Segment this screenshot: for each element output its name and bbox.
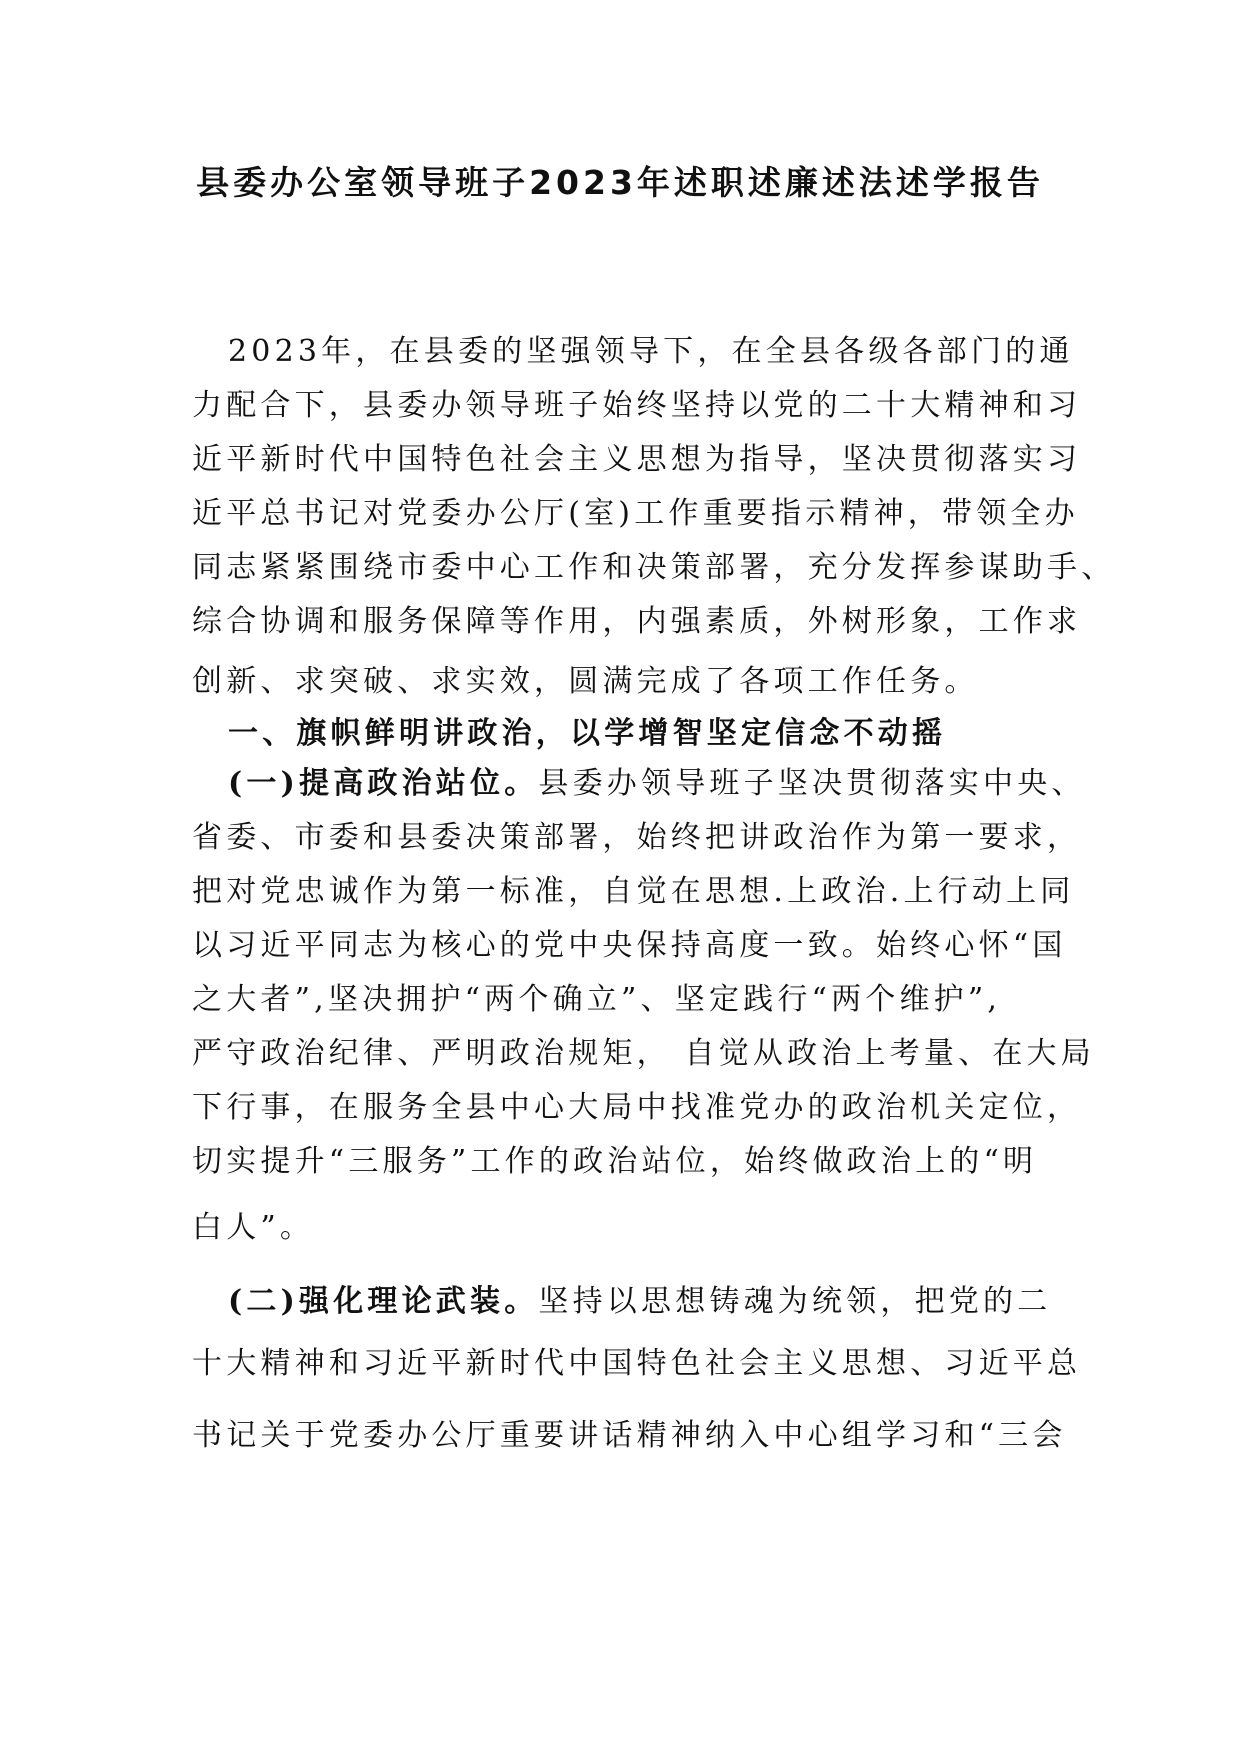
paragraph-line: 省委、市委和县委决策部署，始终把讲政治作为第一要求， bbox=[192, 820, 1082, 855]
paragraph-line: 严守政治纪律、严明政治规矩， 自觉从政治上考量、在大局 bbox=[192, 1036, 1095, 1071]
paragraph-line: 书记关于党委办公厅重要讲话精神纳入中心组学习和“三会 bbox=[192, 1418, 1067, 1453]
subsection-text: 县委办领导班子坚决贯彻落实中央、 bbox=[538, 766, 1086, 801]
paragraph-line: 创新、求突破、求实效，圆满完成了各项工作任务。 bbox=[192, 664, 979, 699]
subsection-line bbox=[228, 762, 1086, 806]
paragraph-line: 下行事，在服务全县中心大局中找准党办的政治机关定位， bbox=[192, 1090, 1082, 1125]
subsection-line bbox=[228, 1280, 1051, 1324]
subsection-heading: (二)强化理论武装。 bbox=[228, 1284, 539, 1319]
paragraph-line: 把对党忠诚作为第一标准，自觉在思想.上政治.上行动上同 bbox=[192, 874, 1075, 909]
paragraph-line: 近平总书记对党委办公厅(室)工作重要指示精神，带领全办 bbox=[192, 496, 1079, 531]
paragraph-line: 力配合下，县委办领导班子始终坚持以党的二十大精神和习 bbox=[192, 388, 1082, 423]
subsection-heading: (一)提高政治站位。 bbox=[228, 766, 539, 801]
paragraph-line: 综合协调和服务保障等作用，内强素质，外树形象，工作求 bbox=[192, 604, 1082, 639]
section-heading: 一、旗帜鲜明讲政治，以学增智坚定信念不动摇 bbox=[228, 716, 947, 751]
document-title: 县委办公室领导班子2023年述职述廉述法述学报告 bbox=[196, 163, 1044, 202]
paragraph-line: 以习近平同志为核心的党中央保持高度一致。始终心怀“国 bbox=[192, 928, 1067, 963]
paragraph-line: 切实提升“三服务”工作的政治站位，始终做政治上的“明 bbox=[192, 1144, 1038, 1179]
paragraph-line: 之大者”,坚决拥护“两个确立”、坚定践行“两个维护”, bbox=[192, 982, 1002, 1017]
paragraph-line: 白人”。 bbox=[192, 1210, 315, 1245]
paragraph-line: 近平新时代中国特色社会主义思想为指导，坚决贯彻落实习 bbox=[192, 442, 1082, 477]
paragraph-line: 十大精神和习近平新时代中国特色社会主义思想、习近平总 bbox=[192, 1346, 1082, 1381]
subsection-text: 坚持以思想铸魂为统领，把党的二 bbox=[538, 1284, 1052, 1319]
paragraph-line: 同志紧紧围绕市委中心工作和决策部署，充分发挥参谋助手、 bbox=[192, 550, 1116, 585]
paragraph-line: 2023年，在县委的坚强领导下，在全县各级各部门的通 bbox=[228, 334, 1074, 369]
